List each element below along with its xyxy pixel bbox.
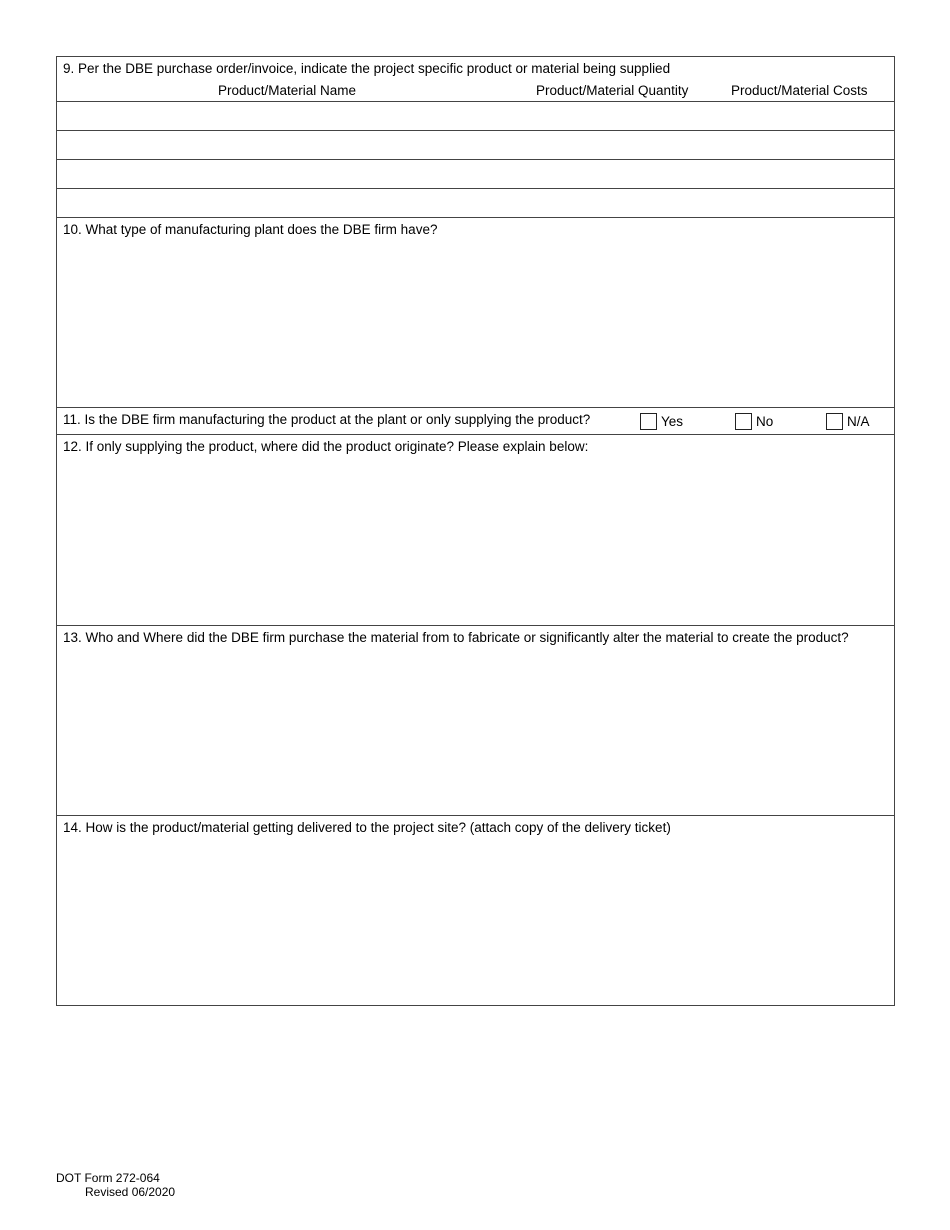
table-row[interactable] <box>57 189 894 217</box>
table-row[interactable] <box>57 131 894 159</box>
q11-no-label: No <box>756 414 774 429</box>
q12-question: 12. If only supplying the product, where did the product originate? Please explain below: <box>63 439 589 454</box>
checkbox-na[interactable] <box>826 413 843 430</box>
form-number: DOT Form 272-064 <box>56 1171 160 1185</box>
q10-section <box>57 218 894 408</box>
q11-section <box>57 408 894 435</box>
q13-question: 13. Who and Where did the DBE firm purchase the material from to fabricate or significantly alter the material to create the product? <box>63 630 849 645</box>
q11-option-yes[interactable] <box>640 413 683 430</box>
q12-section <box>57 435 894 626</box>
revised-date: Revised 06/2020 <box>85 1185 176 1199</box>
q11-question: 11. Is the DBE firm manufacturing the product at the plant or only supplying the product? <box>63 412 591 427</box>
q13-answer-area[interactable] <box>57 648 894 814</box>
q13-section <box>57 626 894 816</box>
q9-section <box>57 57 894 218</box>
q9-col-quantity: Product/Material Quantity <box>536 83 689 98</box>
form-footer <box>56 1171 175 1199</box>
q11-option-na[interactable] <box>826 413 870 430</box>
q11-yes-label: Yes <box>661 414 684 429</box>
q11-na-label: N/A <box>847 414 870 429</box>
q14-section <box>57 816 894 1005</box>
checkbox-yes[interactable] <box>640 413 657 430</box>
q10-answer-area[interactable] <box>57 240 894 406</box>
q12-answer-area[interactable] <box>57 457 894 624</box>
q9-col-costs: Product/Material Costs <box>731 83 868 98</box>
table-row[interactable] <box>57 160 894 188</box>
dbe-form <box>56 56 895 1006</box>
q14-answer-area[interactable] <box>57 838 894 1003</box>
table-row[interactable] <box>57 102 894 130</box>
q10-question: 10. What type of manufacturing plant does the DBE firm have? <box>63 222 438 237</box>
q9-col-name: Product/Material Name <box>218 83 357 98</box>
q9-question: 9. Per the DBE purchase order/invoice, indicate the project specific product or material being supplied <box>63 61 671 76</box>
q11-option-no[interactable] <box>735 413 773 430</box>
q14-question: 14. How is the product/material getting delivered to the project site? (attach copy of the delivery ticket) <box>63 820 671 835</box>
checkbox-no[interactable] <box>735 413 752 430</box>
